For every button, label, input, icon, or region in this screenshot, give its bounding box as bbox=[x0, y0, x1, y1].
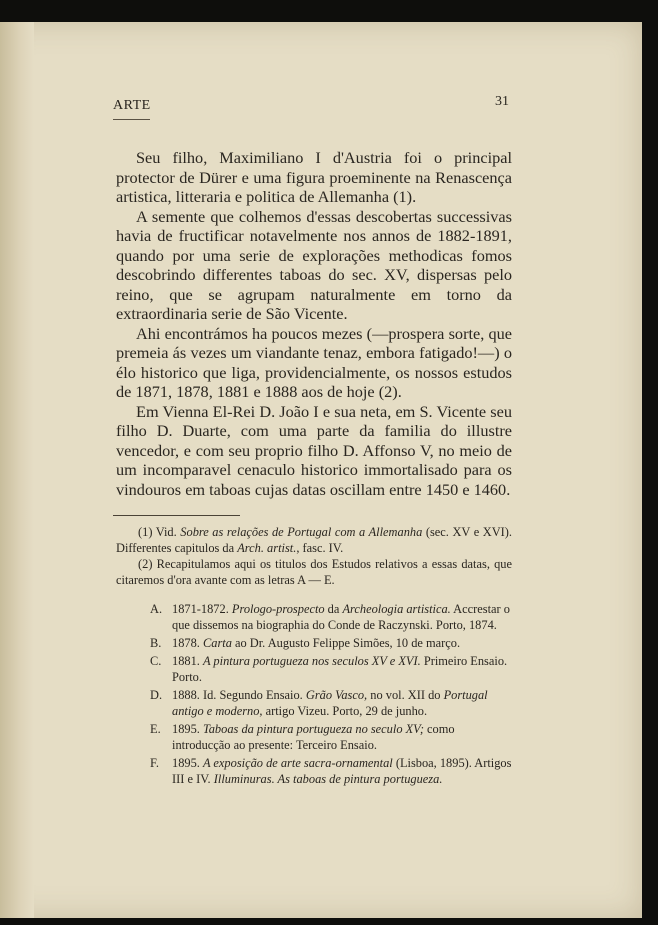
cited-title: Archeologia artistica. bbox=[342, 602, 451, 616]
footnote-rule bbox=[113, 515, 240, 516]
footnote-2: (2) Recapitulamos aqui os titulos dos Estudos relativos a essas datas, que citaremos d'ora avante com as letras A — E. bbox=[116, 557, 512, 587]
footnote-1: (1) Vid. Sobre as relações de Portugal com a Allemanha (sec. XV e XVI). Differentes capitulos da Arch. artist., fasc. IV. bbox=[116, 525, 513, 555]
footnotes bbox=[116, 524, 512, 588]
reference-item: F. 1895. A exposição de arte sacra-ornamental (Lisboa, 1895). Artigos III e IV. Illuminuras. As taboas de pintura portugueza. bbox=[150, 756, 512, 786]
cited-title: Sobre as relações de Portugal com a Allemanha bbox=[180, 525, 423, 539]
cited-title: Prologo-prospecto bbox=[231, 602, 325, 616]
cited-title: Taboas da pintura portugueza no seculo XV; bbox=[202, 722, 424, 736]
paragraph: Ahi encontrámos ha poucos mezes (—prospera sorte, que premeia ás vezes um viandante tenaz, embora fatigado!—) o élo historico que liga, providencialmente, os nossos estudos de 1871, 1878, 1881 e 1888 aos de hoje (2). bbox=[116, 323, 512, 401]
reference-letter: A. bbox=[150, 602, 163, 616]
cited-title: A exposição de arte sacra-ornamental bbox=[202, 756, 393, 770]
book-page bbox=[0, 22, 642, 918]
paragraph: Seu filho, Maximiliano I d'Austria foi o principal protector de Dürer e uma figura proeminente na Renascença artistica, litteraria e politica de Allemanha (1). bbox=[116, 148, 512, 206]
cited-title: Grão Vasco, bbox=[305, 688, 368, 702]
page-number: 31 bbox=[495, 94, 509, 109]
page-gutter bbox=[0, 22, 34, 918]
reference-letter: E. bbox=[150, 722, 161, 736]
reference-item: D. 1888. Id. Segundo Ensaio. Grão Vasco, no vol. XII do Portugal antigo e moderno, artigo Vizeu. Porto, 29 de junho. bbox=[150, 688, 488, 718]
reference-letter: F. bbox=[150, 756, 159, 770]
cited-title: Illuminuras. As taboas de pintura portugueza. bbox=[213, 772, 443, 786]
reference-letter: D. bbox=[150, 688, 163, 702]
reference-item: A. 1871-1872. Prologo-prospecto da Archeologia artistica. Accrestar o que dissemos na biographia do Conde de Raczynski. Porto, 1874. bbox=[150, 602, 510, 632]
reference-item: C. 1881. A pintura portugueza nos seculos XV e XVI. Primeiro Ensaio. Porto. bbox=[150, 654, 508, 684]
running-head-rule bbox=[113, 119, 150, 120]
cited-title: A pintura portugueza nos seculos XV e XVI. bbox=[202, 654, 421, 668]
paragraph: Em Vienna El-Rei D. João I e sua neta, em S. Vicente seu filho D. Duarte, com uma parte da familia do illustre vencedor, e com seu proprio filho D. Affonso V, no meio de um incomparavel cenaculo historico immortalisado para os vindouros em taboas cujas datas oscillam entre 1450 e 1460. bbox=[116, 401, 512, 499]
running-head: ARTE bbox=[113, 98, 151, 113]
reference-item: B. 1878. Carta ao Dr. Augusto Felippe Simões, 10 de março. bbox=[150, 636, 461, 650]
cited-title: Portugal antigo e moderno, bbox=[172, 688, 488, 718]
reference-item: E. 1895. Taboas da pintura portugueza no seculo XV; como introducção ao presente: Terceiro Ensaio. bbox=[150, 722, 455, 752]
cited-title: Arch. artist. bbox=[237, 541, 297, 555]
reference-letter: C. bbox=[150, 654, 162, 668]
body-text bbox=[116, 148, 512, 499]
reference-letter: B. bbox=[150, 636, 162, 650]
cited-title: Carta bbox=[202, 636, 232, 650]
reference-list bbox=[150, 601, 512, 789]
paragraph: A semente que colhemos d'essas descobertas successivas havia de fructificar notavelmente nos annos de 1882-1891, quando por uma serie de explorações methodicas fomos descobrindo differentes taboas do sec. XV, dispersas pelo reino, que se agrupam naturalmente em torno da extraordinaria serie de São Vicente. bbox=[116, 206, 512, 323]
